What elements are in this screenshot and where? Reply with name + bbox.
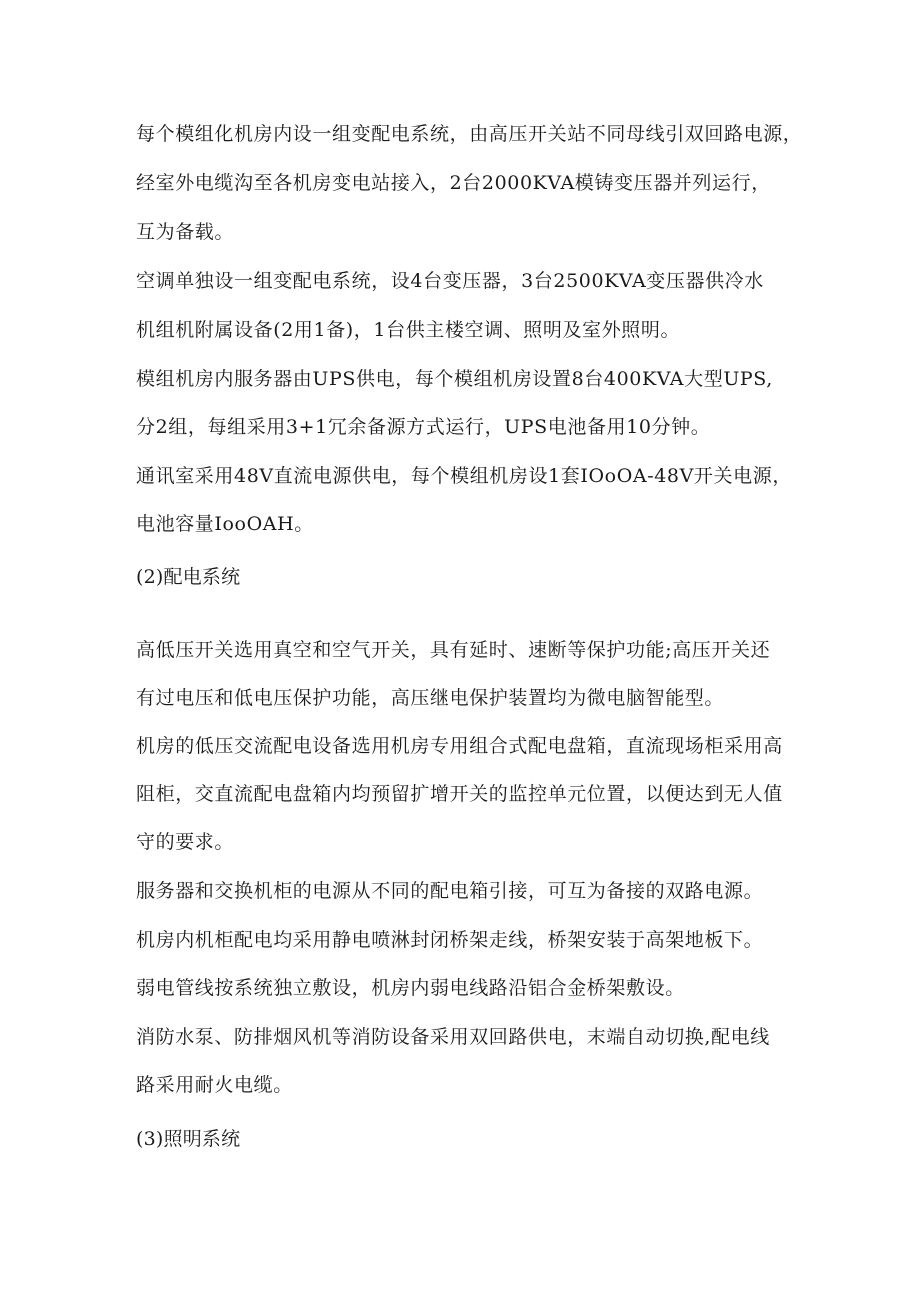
paragraph-line: 守的要求。 (136, 831, 235, 853)
paragraph-line: 分2组，每组采用3+1冗余备源方式运行，UPS电池备用10分钟。 (136, 416, 711, 438)
section-heading: (3)照明系统 (136, 1128, 241, 1150)
paragraph-line: 阻柜，交直流配电盘箱内均预留扩增开关的监控单元位置，以便达到无人值 (136, 783, 783, 805)
paragraph-line: 电池容量IooOAH。 (136, 513, 314, 535)
paragraph-line: 服务器和交换机柜的电源从不同的配电箱引接，可互为备接的双路电源。 (136, 880, 764, 902)
paragraph-line: 机房的低压交流配电设备选用机房专用组合式配电盘箱，直流现场柜采用高 (136, 735, 783, 757)
paragraph-line: 消防水泵、防排烟风机等消防设备采用双回路供电，末端自动切换,配电线 (136, 1026, 770, 1048)
paragraph-line: 弱电管线按系统独立敷设，机房内弱电线路沿铝合金桥架敷设。 (136, 977, 685, 999)
paragraph-line: 互为备载。 (136, 221, 235, 243)
paragraph-line: 路采用耐火电缆。 (136, 1074, 293, 1096)
paragraph-line: 经室外电缆沟至各机房变电站接入，2台2000KVA模铸变压器并列运行， (136, 172, 771, 194)
paragraph-line: 每个模组化机房内设一组变配电系统，由高压开关站不同母线引双回路电源， (136, 123, 803, 145)
section-heading: (2)配电系统 (136, 566, 241, 588)
paragraph-line: 机房内机柜配电均采用静电喷淋封闭桥架走线，桥架安装于高架地板下。 (136, 929, 764, 951)
paragraph-line: 高低压开关选用真空和空气开关，具有延时、速断等保护功能;高压开关还 (136, 639, 771, 661)
paragraph-line: 通讯室采用48V直流电源供电，每个模组机房设1套IOoOA-48V开关电源， (136, 465, 792, 487)
paragraph-line: 空调单独设一组变配电系统，设4台变压器，3台2500KVA变压器供冷水 (136, 270, 764, 292)
paragraph-line: 机组机附属设备(2用1备)，1台供主楼空调、照明及室外照明。 (136, 319, 681, 341)
paragraph-line: 模组机房内服务器由UPS供电，每个模组机房设置8台400KVA大型UPS, (136, 368, 773, 390)
paragraph-line: 有过电压和低电压保护功能，高压继电保护装置均为微电脑智能型。 (136, 687, 725, 709)
